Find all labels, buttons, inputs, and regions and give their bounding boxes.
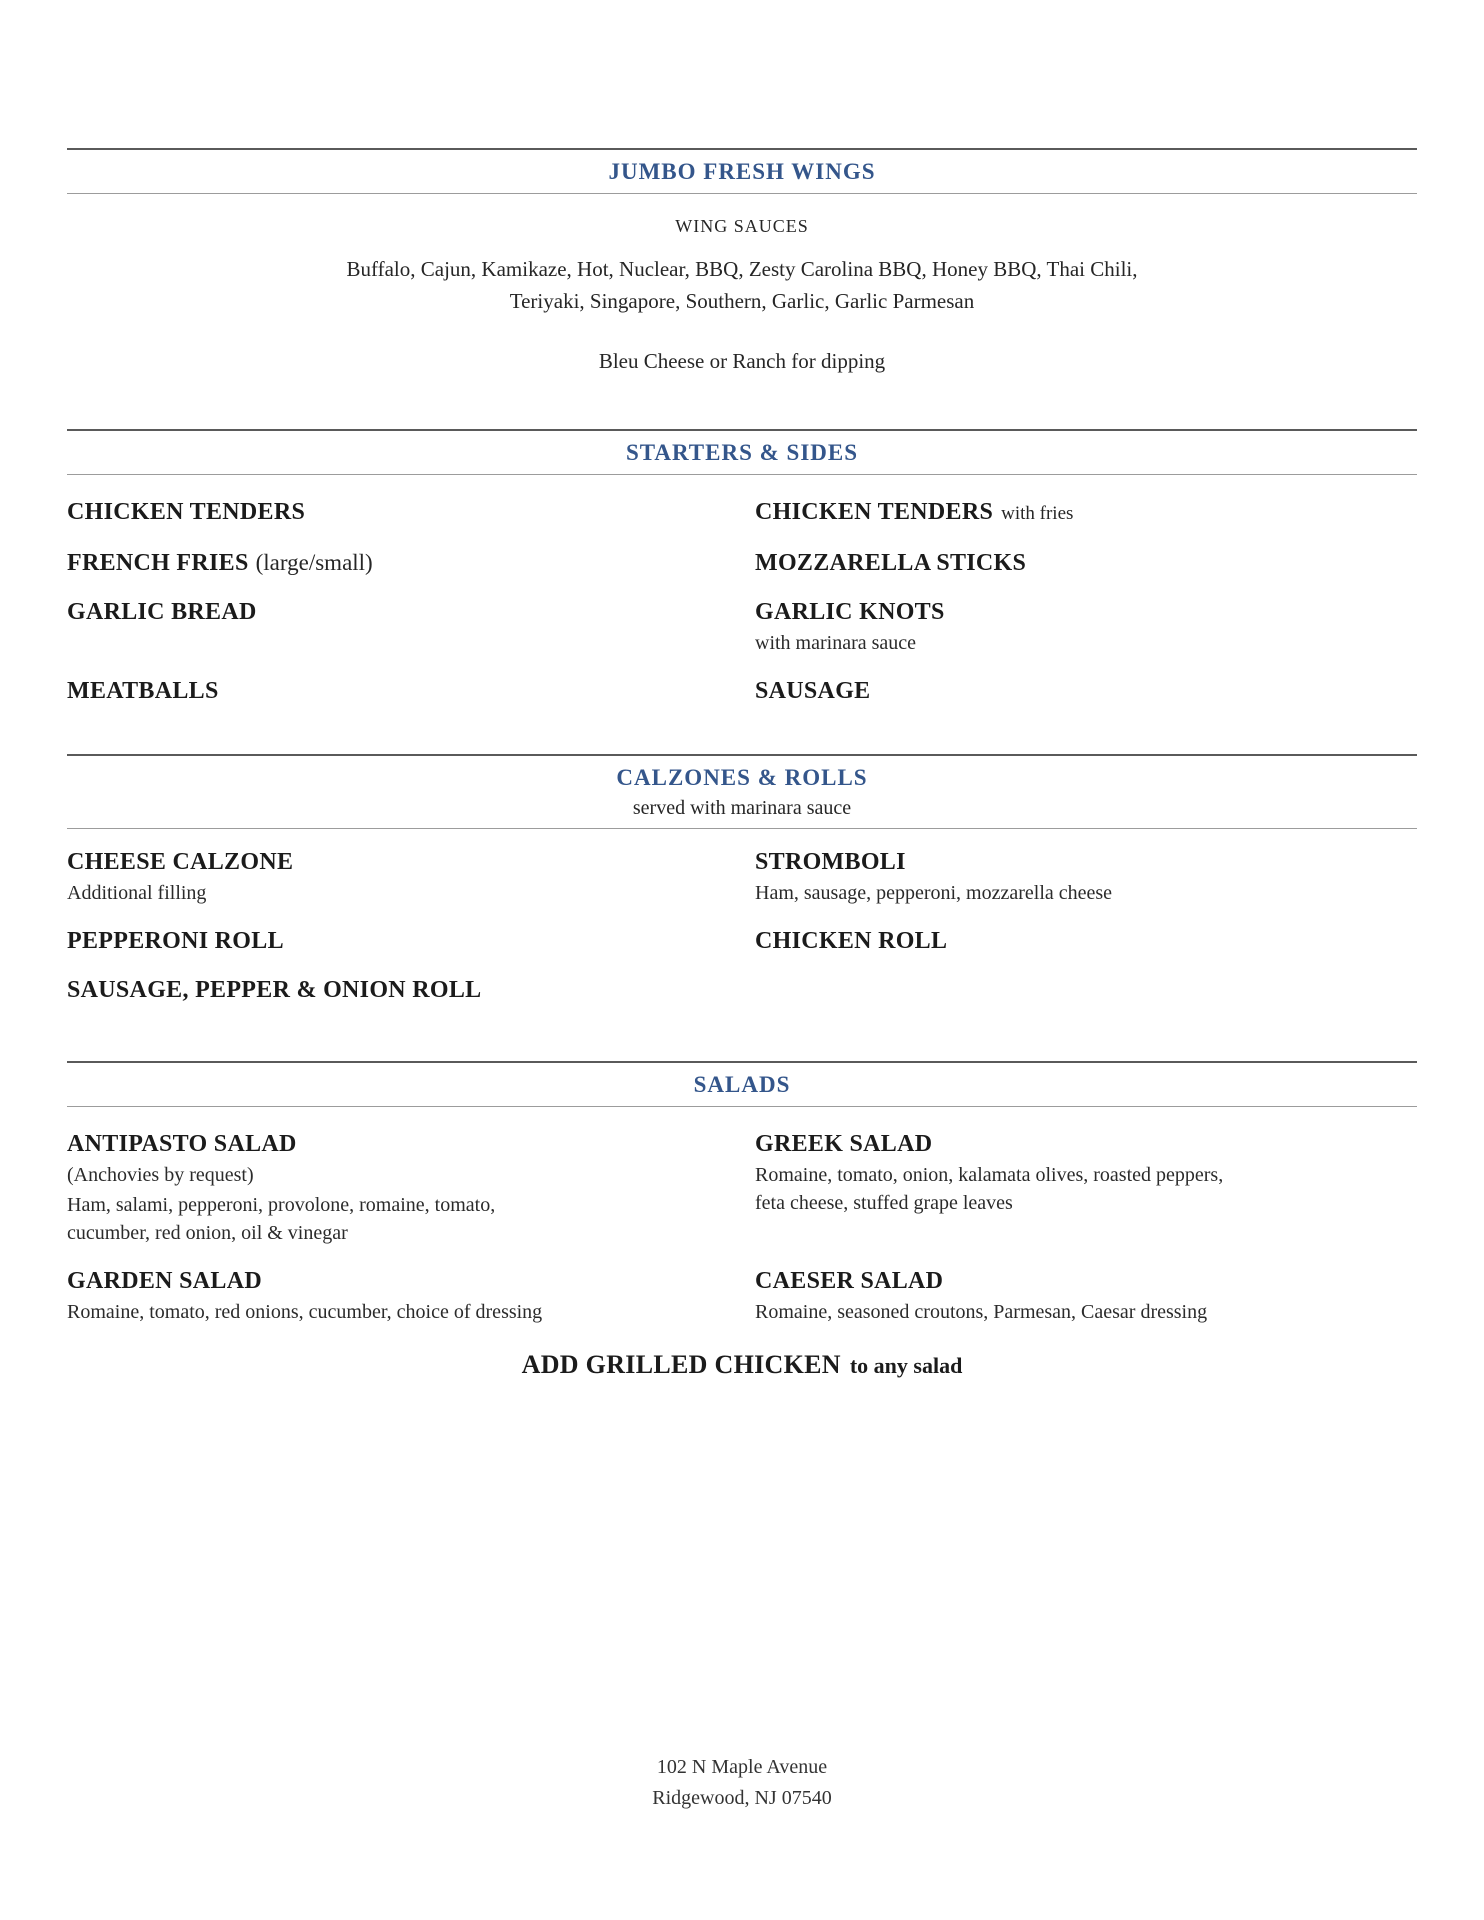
item-name: PEPPERONI ROLL xyxy=(67,928,284,954)
menu-item xyxy=(67,676,755,706)
menu-item xyxy=(67,497,755,529)
item-name: GARLIC BREAD xyxy=(67,599,257,625)
item-desc: with marinara sauce xyxy=(755,632,917,654)
item-name: GARDEN SALAD xyxy=(67,1268,262,1294)
wing-sauces-line1: Buffalo, Cajun, Kamikaze, Hot, Nuclear, BBQ, Zesty Carolina BBQ, Honey BBQ, Thai Chili, xyxy=(346,257,1138,281)
menu-item xyxy=(67,847,755,907)
item-name: SAUSAGE, PEPPER & ONION ROLL xyxy=(67,977,482,1003)
item-name: MEATBALLS xyxy=(67,678,219,704)
item-name: CHICKEN TENDERS xyxy=(67,499,306,525)
item-desc: Romaine, tomato, red onions, cucumber, choice of dressing xyxy=(67,1301,543,1323)
menu-row xyxy=(67,926,1417,956)
menu-item xyxy=(755,1129,1417,1247)
item-name: MOZZARELLA STICKS xyxy=(755,550,1027,576)
salads-rows xyxy=(67,1129,1417,1326)
menu-item xyxy=(67,1266,755,1326)
divider xyxy=(67,193,1417,194)
add-grilled-chicken-note xyxy=(67,1350,1417,1380)
menu-item xyxy=(67,975,755,1005)
addon-bold-text: ADD GRILLED CHICKEN xyxy=(521,1350,841,1379)
section-title-starters: STARTERS & SIDES xyxy=(625,440,859,465)
item-desc: Romaine, tomato, onion, kalamata olives, roasted peppers, feta cheese, stuffed grape leaves xyxy=(755,1164,1224,1214)
divider-top xyxy=(67,1061,1417,1063)
item-name: GARLIC KNOTS xyxy=(755,599,945,625)
footer-address-line2: Ridgewood, NJ 07540 xyxy=(652,1787,832,1809)
menu-item xyxy=(755,926,1417,956)
wing-sauces-line2: Teriyaki, Singapore, Southern, Garlic, Garlic Parmesan xyxy=(509,289,975,313)
section-jumbo-fresh-wings xyxy=(67,148,1417,377)
divider-top xyxy=(67,148,1417,150)
menu-item xyxy=(755,497,1417,529)
addon-rest-text: to any salad xyxy=(849,1353,963,1378)
divider xyxy=(67,1106,1417,1107)
section-title-salads: SALADS xyxy=(693,1072,791,1097)
item-suffix: (large/small) xyxy=(255,550,373,575)
dipping-note: Bleu Cheese or Ranch for dipping xyxy=(598,349,886,373)
item-name: CHEESE CALZONE xyxy=(67,849,294,875)
item-desc: Ham, sausage, pepperoni, mozzarella cheese xyxy=(755,882,1113,904)
menu-row xyxy=(67,676,1417,706)
divider xyxy=(67,474,1417,475)
item-desc: Romaine, seasoned croutons, Parmesan, Caesar dressing xyxy=(755,1301,1208,1323)
section-subtitle: served with marinara sauce xyxy=(632,797,852,819)
menu-item xyxy=(755,548,1417,578)
section-starters-sides xyxy=(67,429,1417,706)
section-title-calzones: CALZONES & ROLLS xyxy=(616,765,868,790)
menu-item xyxy=(755,597,1417,657)
section-salads xyxy=(67,1061,1417,1380)
menu-item xyxy=(755,847,1417,907)
item-name: FRENCH FRIES xyxy=(67,550,249,576)
menu-item xyxy=(755,975,1417,1005)
menu-content xyxy=(67,0,1417,1380)
menu-item xyxy=(67,926,755,956)
menu-row xyxy=(67,1266,1417,1326)
item-name: SAUSAGE xyxy=(755,678,871,704)
menu-row xyxy=(67,1129,1417,1247)
item-note: (Anchovies by request) xyxy=(67,1164,254,1186)
footer-address-line1: 102 N Maple Avenue xyxy=(656,1756,828,1778)
divider-top xyxy=(67,754,1417,756)
starters-rows xyxy=(67,497,1417,706)
divider-top xyxy=(67,429,1417,431)
footer-address xyxy=(0,1752,1484,1814)
menu-item xyxy=(755,1266,1417,1326)
menu-row xyxy=(67,847,1417,907)
calzones-rows xyxy=(67,847,1417,1005)
section-calzones-rolls xyxy=(67,754,1417,1005)
menu-row xyxy=(67,497,1417,529)
item-name: CHICKEN ROLL xyxy=(755,928,948,954)
menu-row xyxy=(67,548,1417,578)
item-name: CAESER SALAD xyxy=(755,1268,944,1294)
wing-sauces-heading: WING SAUCES xyxy=(675,216,809,236)
item-desc: Additional filling xyxy=(67,882,207,904)
menu-item xyxy=(755,676,1417,706)
menu-item xyxy=(67,597,755,657)
item-name: GREEK SALAD xyxy=(755,1131,933,1157)
section-title-wings: JUMBO FRESH WINGS xyxy=(608,159,876,184)
divider xyxy=(67,828,1417,829)
item-name: STROMBOLI xyxy=(755,849,906,875)
item-name: ANTIPASTO SALAD xyxy=(67,1131,297,1157)
menu-item xyxy=(67,548,755,578)
item-suffix: with fries xyxy=(1001,503,1074,524)
menu-row xyxy=(67,597,1417,657)
menu-row xyxy=(67,975,1417,1005)
menu-item xyxy=(67,1129,755,1247)
item-name: CHICKEN TENDERS xyxy=(755,499,994,525)
item-desc: Ham, salami, pepperoni, provolone, romaine, tomato, cucumber, red onion, oil & vinegar xyxy=(67,1194,496,1244)
